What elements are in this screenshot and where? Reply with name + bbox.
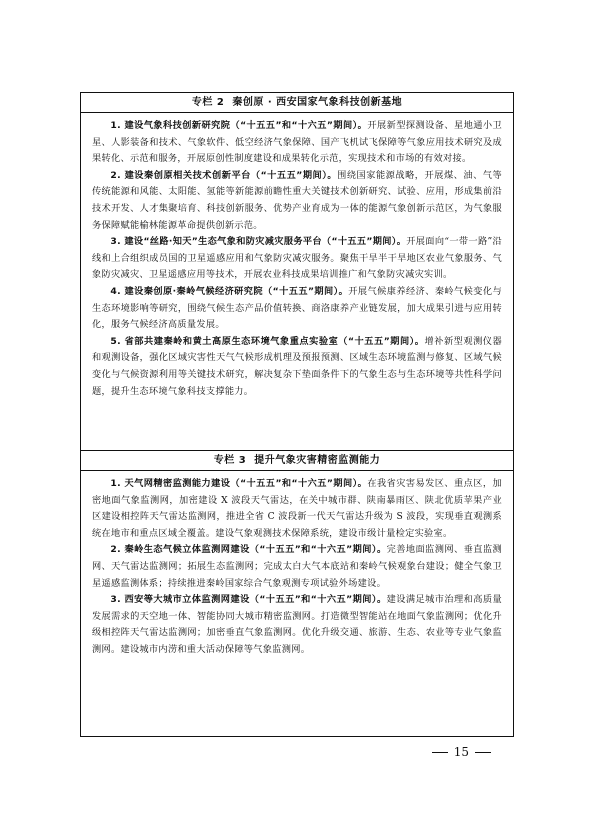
box3-item-1 — [92, 476, 502, 542]
item-body: 开展新型探测设备、星地通小卫星、人影装备和技术、气象软件、低空经济气象保障、国产飞机试飞保障等气象应用技术研究及成果转化、示范和服务，开展原创性制度建设和成果转化示范，实现技术和市场的有效对接。 — [92, 120, 503, 165]
box2-content — [81, 113, 513, 451]
box2-header — [81, 93, 513, 113]
item-lead: 3. 建设“丝路·知天”生态气象和防灾减灾服务平台（“十五五”期间）。 — [110, 236, 407, 248]
item-body: 增补新型观测仪器和观测设备，强化区域灾害性天气气候形成机理及预报预测、区域生态环境监测与修复、区域气候变化与气候资源利用等关键技术研究，解决复杂下垫面条件下的气象生态与生态环境等共性科学问题，提升生态环境气象科技支撑能力。 — [92, 335, 502, 397]
item-lead: 3. 西安等大城市立体监测网建设（“十五五”和“十六五”期间）。 — [110, 594, 387, 606]
box2-item-3 — [92, 234, 502, 284]
box2-title: 秦创原 · 西安国家气象科技创新基地 — [232, 97, 403, 108]
box2-item-4 — [92, 284, 502, 334]
item-body: 开展气候康养经济、秦岭气候变化与生态环境影响等研究，围绕气候生态产品价值转换、商洛康养产业链发展，加大成果引进与应用转化，服务气候经济高质量发展。 — [92, 285, 502, 331]
dash-left — [432, 752, 448, 753]
box3-title: 提升气象灾害精密监测能力 — [254, 455, 381, 466]
item-lead: 1. 天气网精密监测能力建设（“十五五”和“十六五”期间）。 — [110, 478, 368, 489]
box3-item-2 — [92, 542, 502, 592]
item-lead: 1. 建设气象科技创新研究院（“十五五”和“十六五”期间）。 — [110, 120, 368, 131]
box3-item-3 — [92, 592, 502, 658]
boxed-table — [80, 92, 514, 737]
item-lead: 5. 省部共建秦岭和黄土高原生态环境气象重点实验室（“十五五”期间）。 — [110, 335, 425, 347]
item-body: 在我省灾害易发区、重点区，加密地面气象监测网，加密建设 X 波段天气雷达，在关中城市群、陕南暴雨区、陕北优质苹果产业区建设相控阵天气雷达监测网，推进全省 C 波段新一代天气雷达升级为 S 波段，实现垂直观测系统在地市和重点区域全覆盖。建设气象观测技术保障系统，建设市级计量检定实验室。 — [92, 478, 503, 539]
box2-item-1 — [92, 118, 502, 168]
box3-header — [81, 451, 513, 471]
box3-content — [81, 471, 513, 737]
item-body: 完善地面监测网、垂直监测网、天气雷达监测网；拓展生态监测网；完成太白大气本底站和秦岭气候观象台建设；健全气象卫星遥感监测体系；持续推进秦岭国家综合气象观测专项试验外场建设。 — [92, 544, 502, 589]
item-body: 开展面向“一带一路”沿线和上合组织成员国的卫星遥感应用和气象防灾减灾服务。聚焦干旱半干旱地区农业气象服务、气象防灾减灾、卫星遥感应用等技术，开展农业科技成果培训推广和气象防灾减灾实训。 — [92, 236, 503, 281]
item-body: 围绕国家能源战略，开展煤、油、气等传统能源和风能、太阳能、氢能等新能源前瞻性重大关键技术创新研究、试验、应用，形成集前沿技术开发、人才集聚培育、科技创新服务、优势产业育成为一体的能源气象创新示范区，为气象服务保障赋能榆林能源革命提供创新示范。 — [92, 169, 503, 231]
box2-item-2 — [92, 168, 502, 234]
page-number-value: 15 — [453, 745, 469, 759]
box2-item-5 — [92, 334, 502, 400]
dash-right — [475, 752, 491, 753]
box2-label: 专栏 2 — [191, 97, 225, 108]
item-body: 建设满足城市治理和高质量发展需求的天空地一体、智能协同大城市精密监测网。打造微型智能站在地面气象监测网；优化升级相控阵天气雷达监测网；加密垂直气象监测网。优化升级交通、旅游、生态、农业等专业气象监测网。建设城市内涝和重大活动保障等气象监测网。 — [92, 594, 502, 655]
page-number — [0, 745, 589, 759]
item-lead: 4. 建设秦创原·秦岭气候经济研究院（“十五五”期间）。 — [110, 285, 349, 297]
item-lead: 2. 建设秦创原相关技术创新平台（“十五五”期间）。 — [110, 169, 338, 181]
item-lead: 2. 秦岭生态气候立体监测网建设（“十五五”和“十六五”期间）。 — [110, 544, 387, 556]
box3-label: 专栏 3 — [213, 455, 247, 466]
